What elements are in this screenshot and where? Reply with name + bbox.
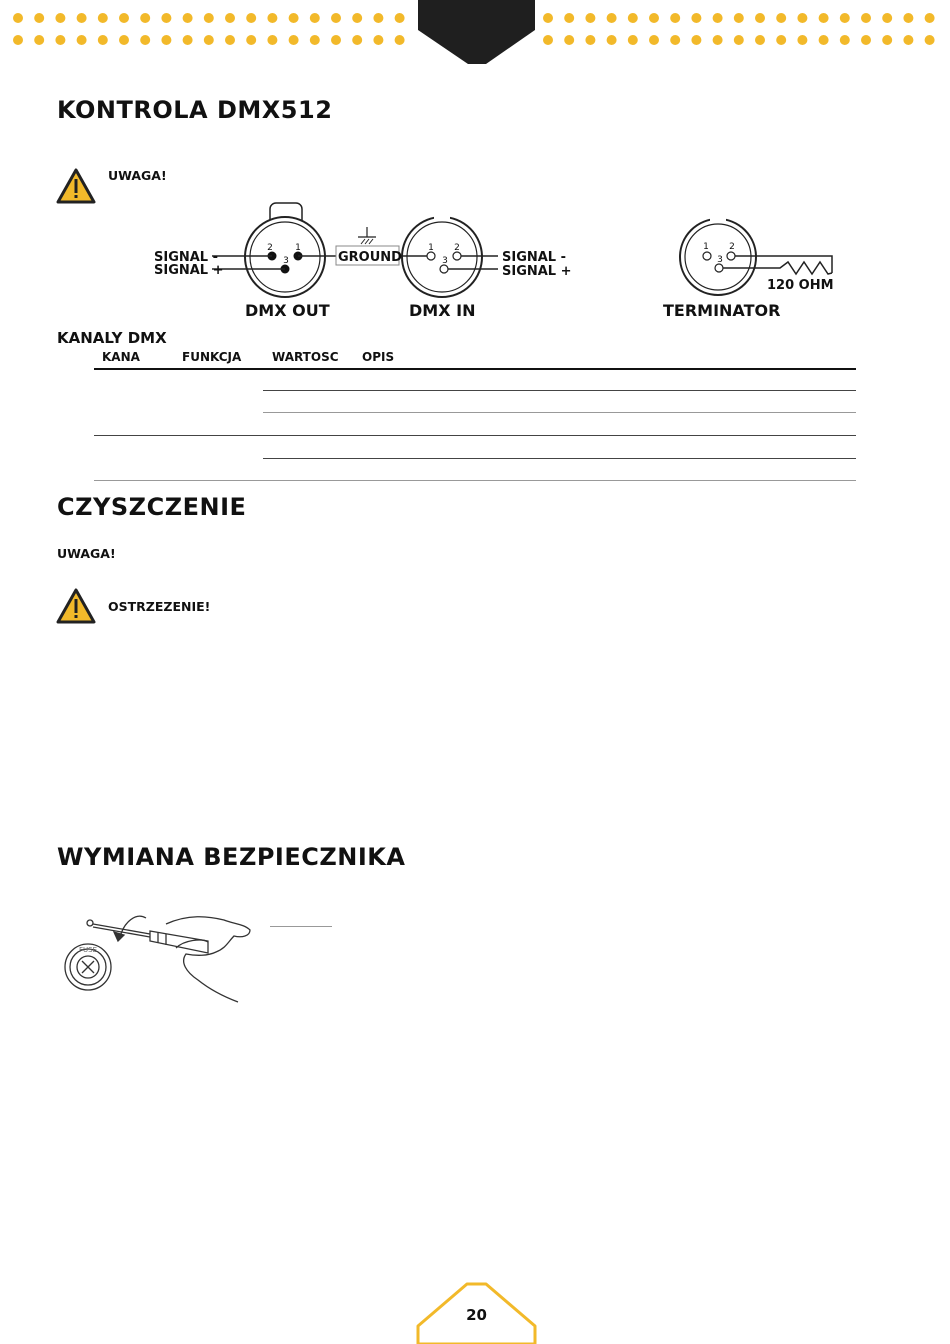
decor-dot bbox=[310, 35, 320, 45]
decor-dot bbox=[713, 13, 723, 23]
decor-dot bbox=[670, 13, 680, 23]
decor-dot bbox=[861, 13, 871, 23]
decor-dot bbox=[691, 13, 701, 23]
decor-dot bbox=[628, 35, 638, 45]
decor-dot bbox=[13, 35, 23, 45]
decor-dot bbox=[882, 13, 892, 23]
decor-dot bbox=[34, 35, 44, 45]
decor-dot bbox=[161, 35, 171, 45]
decor-dot bbox=[119, 35, 129, 45]
decor-dot bbox=[628, 13, 638, 23]
svg-text:1: 1 bbox=[703, 242, 709, 252]
decor-dot bbox=[331, 13, 341, 23]
svg-text:1: 1 bbox=[428, 243, 434, 253]
svg-text:2: 2 bbox=[454, 243, 460, 253]
warning-label: UWAGA! bbox=[108, 168, 167, 183]
signal-plus-label: SIGNAL + bbox=[154, 263, 224, 278]
table-row-rule bbox=[263, 412, 856, 413]
decor-dot bbox=[734, 35, 744, 45]
decor-dot bbox=[289, 35, 299, 45]
decor-dot bbox=[373, 35, 383, 45]
decor-dot bbox=[289, 13, 299, 23]
decor-dot bbox=[395, 13, 405, 23]
decor-dot bbox=[140, 13, 150, 23]
decor-dot bbox=[797, 35, 807, 45]
decor-dot bbox=[925, 13, 935, 23]
decor-dot bbox=[925, 35, 935, 45]
svg-text:3: 3 bbox=[442, 256, 448, 266]
decor-dot bbox=[543, 13, 553, 23]
section-title-dmx: KONTROLA DMX512 bbox=[57, 96, 333, 124]
decor-dot bbox=[903, 35, 913, 45]
decor-dot bbox=[352, 35, 362, 45]
decor-dot bbox=[585, 35, 595, 45]
signal-minus-label-in: SIGNAL - bbox=[502, 250, 567, 265]
table-header-rule bbox=[94, 368, 856, 370]
column-header-channel: KANA bbox=[102, 350, 140, 364]
column-header-value: WARTOSC bbox=[272, 350, 339, 364]
table-row-rule bbox=[94, 435, 856, 436]
table-row-rule bbox=[263, 458, 856, 459]
signal-minus-label: SIGNAL - bbox=[154, 250, 219, 265]
warning-icon bbox=[56, 588, 96, 624]
decor-dot bbox=[649, 35, 659, 45]
decor-dot bbox=[840, 13, 850, 23]
resistor-label: 120 OHM bbox=[767, 278, 834, 293]
terminator-label: TERMINATOR bbox=[663, 301, 781, 320]
decor-dot bbox=[797, 13, 807, 23]
decor-dot bbox=[98, 13, 108, 23]
section-title-fuse: WYMIANA BEZPIECZNIKA bbox=[57, 843, 406, 871]
caption-rule bbox=[270, 926, 332, 927]
decor-dot bbox=[649, 13, 659, 23]
decor-dot bbox=[352, 13, 362, 23]
svg-text:3: 3 bbox=[717, 255, 723, 265]
dmx-in-label: DMX IN bbox=[409, 301, 476, 320]
decor-dot bbox=[755, 13, 765, 23]
decor-dot bbox=[331, 35, 341, 45]
decor-dot bbox=[395, 35, 405, 45]
header-decoration bbox=[0, 0, 950, 70]
warning-icon bbox=[56, 168, 96, 204]
decor-dot bbox=[882, 35, 892, 45]
decor-dot bbox=[204, 13, 214, 23]
decor-dot bbox=[819, 35, 829, 45]
svg-text:2: 2 bbox=[267, 243, 273, 253]
table-bottom-rule bbox=[94, 480, 856, 481]
svg-text:2: 2 bbox=[729, 242, 735, 252]
decor-dot bbox=[564, 13, 574, 23]
decor-dot bbox=[225, 13, 235, 23]
decor-dot bbox=[55, 35, 65, 45]
column-header-function: FUNKCJA bbox=[182, 350, 242, 364]
fuse-label: FUSE bbox=[78, 946, 98, 954]
page-number: 20 bbox=[466, 1306, 487, 1324]
decor-dot bbox=[267, 35, 277, 45]
decor-dot bbox=[585, 13, 595, 23]
cleaning-warning-label: OSTRZEZENIE! bbox=[108, 599, 211, 614]
decor-dot bbox=[55, 13, 65, 23]
decor-dot bbox=[861, 35, 871, 45]
section-title-cleaning: CZYSZCZENIE bbox=[57, 493, 247, 521]
header-tab bbox=[418, 0, 535, 64]
decor-dot bbox=[734, 13, 744, 23]
decor-dot bbox=[819, 13, 829, 23]
svg-text:3: 3 bbox=[283, 256, 289, 266]
decor-dot bbox=[140, 35, 150, 45]
decor-dot bbox=[246, 35, 256, 45]
decor-dot bbox=[543, 35, 553, 45]
decor-dot bbox=[903, 13, 913, 23]
decor-dot bbox=[564, 35, 574, 45]
decor-dot bbox=[119, 13, 129, 23]
decor-dot bbox=[98, 35, 108, 45]
decor-dot bbox=[183, 13, 193, 23]
decor-dot bbox=[267, 13, 277, 23]
decor-dot bbox=[13, 13, 23, 23]
decor-dot bbox=[670, 35, 680, 45]
decor-dot bbox=[776, 35, 786, 45]
decor-dot bbox=[755, 35, 765, 45]
decor-dot bbox=[34, 13, 44, 23]
decor-dot bbox=[776, 13, 786, 23]
svg-text:1: 1 bbox=[295, 243, 301, 253]
decor-dot bbox=[607, 35, 617, 45]
column-header-description: OPIS bbox=[362, 350, 395, 364]
decor-dot bbox=[77, 35, 87, 45]
signal-plus-label-in: SIGNAL + bbox=[502, 264, 572, 279]
decor-dot bbox=[204, 35, 214, 45]
decor-dot bbox=[225, 35, 235, 45]
ground-symbol bbox=[358, 227, 376, 244]
fuse-replacement-illustration bbox=[58, 910, 258, 1005]
channels-title: KANALY DMX bbox=[57, 329, 167, 347]
dmx-out-label: DMX OUT bbox=[245, 301, 330, 320]
decor-dot bbox=[840, 35, 850, 45]
table-row-rule bbox=[263, 390, 856, 391]
decor-dot bbox=[246, 13, 256, 23]
dmx-wiring-diagram bbox=[140, 195, 850, 325]
decor-dot bbox=[183, 35, 193, 45]
decor-dot bbox=[691, 35, 701, 45]
decor-dot bbox=[607, 13, 617, 23]
decor-dot bbox=[161, 13, 171, 23]
cleaning-note-label: UWAGA! bbox=[57, 546, 116, 561]
ground-label: GROUND bbox=[338, 250, 402, 265]
decor-dot bbox=[373, 13, 383, 23]
dmx-out-connector bbox=[245, 203, 325, 297]
decor-dot bbox=[77, 13, 87, 23]
decor-dot bbox=[310, 13, 320, 23]
decor-dot bbox=[713, 35, 723, 45]
